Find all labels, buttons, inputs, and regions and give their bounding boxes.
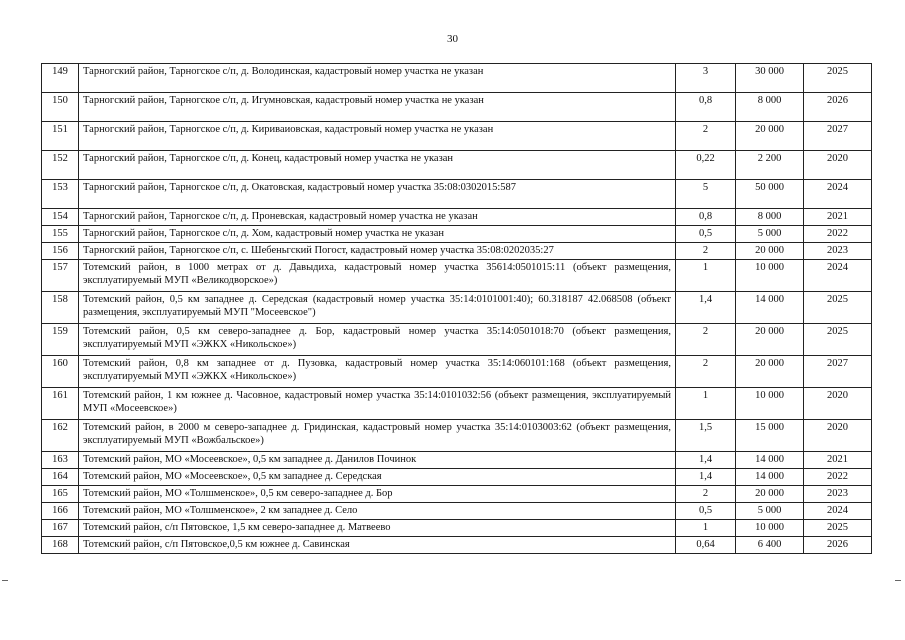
row-number-cell: 157 bbox=[42, 260, 79, 292]
location-cell: Тотемский район, 0,8 км западнее от д. Пузовка, кадастровый номер участка 35:14:060101:168 (объект размещения, эксплуатируемый МУП «ЭЖКХ «Никольское») bbox=[79, 356, 676, 388]
area-cell: 0,22 bbox=[676, 151, 736, 180]
location-cell: Тарногский район, Тарногское с/п, д. Кириваиовская, кадастровый номер участка не указан bbox=[79, 122, 676, 151]
year-cell: 2024 bbox=[804, 503, 872, 520]
page-number: 30 bbox=[447, 33, 458, 45]
year-cell: 2023 bbox=[804, 486, 872, 503]
year-cell: 2026 bbox=[804, 537, 872, 554]
row-number-cell: 160 bbox=[42, 356, 79, 388]
table-row bbox=[42, 292, 872, 324]
area-cell: 1,5 bbox=[676, 420, 736, 452]
row-number-cell: 168 bbox=[42, 537, 79, 554]
location-cell: Тотемский район, 0,5 км северо-западнее д. Бор, кадастровый номер участка 35:14:0501018:70 (объект размещения, эксплуатируемый МУП «ЭЖКХ «Никольское») bbox=[79, 324, 676, 356]
cost-cell: 8 000 bbox=[736, 93, 804, 122]
table-row bbox=[42, 520, 872, 537]
location-cell: Тотемский район, в 1000 метрах от д. Давыдиха, кадастровый номер участка 35614:0501015:11 (объект размещения, эксплуатируемый МУП «Великодворское») bbox=[79, 260, 676, 292]
cost-cell: 6 400 bbox=[736, 537, 804, 554]
cost-cell: 20 000 bbox=[736, 243, 804, 260]
location-cell: Тарногский район, Тарногское с/п, д. Игумновская, кадастровый номер участка не указан bbox=[79, 93, 676, 122]
table-row bbox=[42, 180, 872, 209]
area-cell: 1,4 bbox=[676, 452, 736, 469]
location-cell: Тотемский район, МО «Мосеевское», 0,5 км западнее д. Середская bbox=[79, 469, 676, 486]
area-cell: 2 bbox=[676, 324, 736, 356]
year-cell: 2025 bbox=[804, 520, 872, 537]
area-cell: 1 bbox=[676, 388, 736, 420]
location-cell: Тотемский район, с/п Пятовское, 1,5 км северо-западнее д. Матвеево bbox=[79, 520, 676, 537]
cost-cell: 5 000 bbox=[736, 226, 804, 243]
table-row bbox=[42, 503, 872, 520]
row-number-cell: 159 bbox=[42, 324, 79, 356]
location-cell: Тотемский район, 1 км южнее д. Часовное, кадастровый номер участка 35:14:0101032:56 (объект размещения, эксплуатируемый МУП «Мосеевское») bbox=[79, 388, 676, 420]
row-number-cell: 164 bbox=[42, 469, 79, 486]
table-row bbox=[42, 64, 872, 93]
table-row bbox=[42, 537, 872, 554]
year-cell: 2023 bbox=[804, 243, 872, 260]
cost-cell: 14 000 bbox=[736, 469, 804, 486]
table-row bbox=[42, 151, 872, 180]
area-cell: 0,8 bbox=[676, 209, 736, 226]
cost-cell: 5 000 bbox=[736, 503, 804, 520]
year-cell: 2021 bbox=[804, 452, 872, 469]
table-row bbox=[42, 452, 872, 469]
year-cell: 2025 bbox=[804, 324, 872, 356]
row-number-cell: 158 bbox=[42, 292, 79, 324]
row-number-cell: 153 bbox=[42, 180, 79, 209]
area-cell: 0,64 bbox=[676, 537, 736, 554]
year-cell: 2021 bbox=[804, 209, 872, 226]
cost-cell: 10 000 bbox=[736, 260, 804, 292]
year-cell: 2026 bbox=[804, 93, 872, 122]
cost-cell: 50 000 bbox=[736, 180, 804, 209]
year-cell: 2024 bbox=[804, 180, 872, 209]
area-cell: 1 bbox=[676, 520, 736, 537]
row-number-cell: 165 bbox=[42, 486, 79, 503]
table-row bbox=[42, 260, 872, 292]
location-cell: Тотемский район, МО «Толшменское», 2 км западнее д. Село bbox=[79, 503, 676, 520]
area-cell: 2 bbox=[676, 486, 736, 503]
table-row bbox=[42, 122, 872, 151]
row-number-cell: 155 bbox=[42, 226, 79, 243]
table-row bbox=[42, 209, 872, 226]
area-cell: 0,8 bbox=[676, 93, 736, 122]
area-cell: 0,5 bbox=[676, 503, 736, 520]
year-cell: 2020 bbox=[804, 388, 872, 420]
cost-cell: 20 000 bbox=[736, 486, 804, 503]
area-cell: 1,4 bbox=[676, 469, 736, 486]
area-cell: 3 bbox=[676, 64, 736, 93]
year-cell: 2025 bbox=[804, 64, 872, 93]
cost-cell: 14 000 bbox=[736, 292, 804, 324]
location-cell: Тарногский район, Тарногское с/п, д. Володинская, кадастровый номер участка не указан bbox=[79, 64, 676, 93]
year-cell: 2020 bbox=[804, 420, 872, 452]
location-cell: Тотемский район, в 2000 м северо-западнее д. Гридинская, кадастровый номер участка 35:14:0103003:62 (объект размещения, эксплуатируемый МУП «Вожбальское») bbox=[79, 420, 676, 452]
area-cell: 2 bbox=[676, 243, 736, 260]
table-row bbox=[42, 243, 872, 260]
table-row bbox=[42, 469, 872, 486]
year-cell: 2022 bbox=[804, 226, 872, 243]
row-number-cell: 152 bbox=[42, 151, 79, 180]
location-cell: Тарногский район, Тарногское с/п, д. Окатовская, кадастровый номер участка 35:08:0302015:587 bbox=[79, 180, 676, 209]
location-cell: Тотемский район, 0,5 км западнее д. Середская (кадастровый номер участка 35:14:0101001:40); 60.318187 42.068508 (объект размещения, эксплуатируемый МУП "Мосеевское") bbox=[79, 292, 676, 324]
right-edge-mark bbox=[895, 580, 901, 581]
table-row bbox=[42, 324, 872, 356]
left-edge-mark bbox=[2, 580, 8, 581]
cost-cell: 30 000 bbox=[736, 64, 804, 93]
location-cell: Тотемский район, МО «Мосеевское», 0,5 км западнее д. Данилов Починок bbox=[79, 452, 676, 469]
row-number-cell: 166 bbox=[42, 503, 79, 520]
cost-cell: 20 000 bbox=[736, 356, 804, 388]
year-cell: 2027 bbox=[804, 122, 872, 151]
area-cell: 5 bbox=[676, 180, 736, 209]
location-cell: Тотемский район, с/п Пятовское,0,5 км южнее д. Савинская bbox=[79, 537, 676, 554]
table-row bbox=[42, 486, 872, 503]
year-cell: 2024 bbox=[804, 260, 872, 292]
location-cell: Тарногский район, Тарногское с/п, д. Конец, кадастровый номер участка не указан bbox=[79, 151, 676, 180]
area-cell: 2 bbox=[676, 122, 736, 151]
cost-cell: 20 000 bbox=[736, 122, 804, 151]
table-row bbox=[42, 356, 872, 388]
year-cell: 2020 bbox=[804, 151, 872, 180]
registry-table bbox=[41, 63, 872, 554]
location-cell: Тарногский район, Тарногское с/п, д. Проневская, кадастровый номер участка не указан bbox=[79, 209, 676, 226]
area-cell: 1 bbox=[676, 260, 736, 292]
location-cell: Тарногский район, Тарногское с/п, д. Хом, кадастровый номер участка не указан bbox=[79, 226, 676, 243]
year-cell: 2027 bbox=[804, 356, 872, 388]
row-number-cell: 162 bbox=[42, 420, 79, 452]
row-number-cell: 167 bbox=[42, 520, 79, 537]
cost-cell: 20 000 bbox=[736, 324, 804, 356]
cost-cell: 15 000 bbox=[736, 420, 804, 452]
row-number-cell: 161 bbox=[42, 388, 79, 420]
table-row bbox=[42, 420, 872, 452]
cost-cell: 8 000 bbox=[736, 209, 804, 226]
table-row bbox=[42, 388, 872, 420]
cost-cell: 14 000 bbox=[736, 452, 804, 469]
location-cell: Тотемский район, МО «Толшменское», 0,5 км северо-западнее д. Бор bbox=[79, 486, 676, 503]
row-number-cell: 156 bbox=[42, 243, 79, 260]
row-number-cell: 154 bbox=[42, 209, 79, 226]
year-cell: 2025 bbox=[804, 292, 872, 324]
cost-cell: 10 000 bbox=[736, 388, 804, 420]
table-row bbox=[42, 226, 872, 243]
row-number-cell: 163 bbox=[42, 452, 79, 469]
location-cell: Тарногский район, Тарногское с/п, с. Шебеньгский Погост, кадастровый номер участка 35:08:0202035:27 bbox=[79, 243, 676, 260]
row-number-cell: 151 bbox=[42, 122, 79, 151]
row-number-cell: 149 bbox=[42, 64, 79, 93]
area-cell: 1,4 bbox=[676, 292, 736, 324]
cost-cell: 10 000 bbox=[736, 520, 804, 537]
year-cell: 2022 bbox=[804, 469, 872, 486]
cost-cell: 2 200 bbox=[736, 151, 804, 180]
area-cell: 0,5 bbox=[676, 226, 736, 243]
area-cell: 2 bbox=[676, 356, 736, 388]
table-body bbox=[42, 64, 872, 554]
row-number-cell: 150 bbox=[42, 93, 79, 122]
table-row bbox=[42, 93, 872, 122]
